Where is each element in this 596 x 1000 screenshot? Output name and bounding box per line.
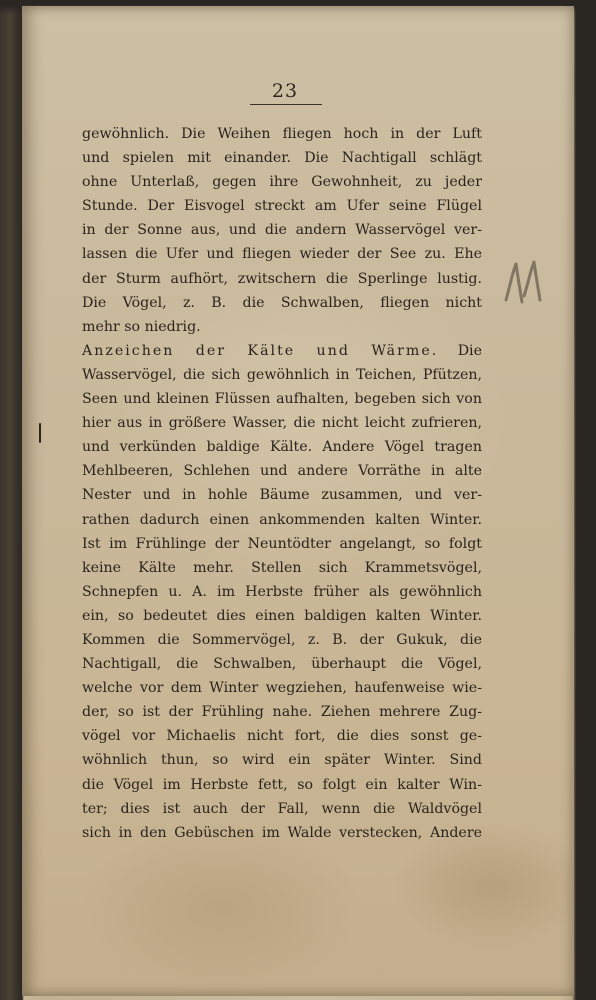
text-line: rathen dadurch einen ankommenden kalten Winter. bbox=[82, 511, 482, 528]
page-number-rule bbox=[250, 104, 322, 105]
pencil-margin-mark bbox=[500, 256, 548, 310]
text-line: Nachtigall, die Schwalben, überhaupt die Vögel, bbox=[82, 656, 482, 673]
text-line: Mehlbeeren, Schlehen und andere Vorräthe in alte bbox=[82, 463, 482, 480]
page-number: 23 bbox=[271, 80, 299, 102]
text-line: ein, so bedeutet dies einen baldigen kalten Winter. bbox=[82, 607, 482, 624]
text-line: Nester und in hohle Bäume zusammen, und ver- bbox=[82, 487, 482, 504]
text-line: Kommen die Sommervögel, z. B. der Gukuk, die bbox=[82, 631, 482, 648]
section-heading: Anzeichen der Kälte und Wärme. bbox=[82, 342, 439, 359]
text-line: Seen und kleinen Flüssen aufhalten, begeben sich von bbox=[82, 391, 482, 408]
book-page bbox=[22, 6, 574, 996]
text-line: Stunde. Der Eisvogel streckt am Ufer seine Flügel bbox=[82, 198, 482, 215]
section-heading-line bbox=[82, 339, 482, 363]
text-line: mehr so niedrig. bbox=[82, 318, 201, 335]
stray-ink-mark bbox=[36, 422, 44, 444]
text-line: Schnepfen u. A. im Herbste früher als gewöhnlich bbox=[82, 583, 482, 600]
text-line: Ist im Frühlinge der Neuntödter angelangt, so folgt bbox=[82, 535, 482, 552]
text-line: ter; dies ist auch der Fall, wenn die Waldvögel bbox=[82, 800, 482, 817]
heading-line-continuation: Die bbox=[457, 342, 482, 359]
text-line: die Vögel im Herbste fett, so folgt ein kalter Win- bbox=[82, 776, 482, 793]
text-line: Die Vögel, z. B. die Schwalben, fliegen nicht bbox=[82, 294, 482, 311]
text-line: der Sturm aufhört, zwitschern die Sperlinge lustig. bbox=[82, 270, 482, 287]
text-line: und spielen mit einander. Die Nachtigall schlägt bbox=[82, 150, 482, 167]
text-line: gewöhnlich. Die Weihen fliegen hoch in der Luft bbox=[82, 126, 482, 142]
text-line: vögel vor Michaelis nicht fort, die dies sonst ge- bbox=[82, 728, 482, 745]
text-line: ohne Unterlaß, gegen ihre Gewohnheit, zu jeder bbox=[82, 174, 482, 191]
text-line: und verkünden baldige Kälte. Andere Vögel tragen bbox=[82, 439, 482, 456]
text-line: wöhnlich thun, so wird ein später Winter. Sind bbox=[82, 752, 482, 769]
text-line: keine Kälte mehr. Stellen sich Krammetsvögel, bbox=[82, 559, 482, 576]
text-line: Wasservögel, die sich gewöhnlich in Teichen, Pfützen, bbox=[82, 366, 482, 383]
text-line: welche vor dem Winter wegziehen, haufenweise wie- bbox=[82, 680, 482, 697]
text-line: in der Sonne aus, und die andern Wasservögel ver- bbox=[82, 222, 482, 239]
text-line: hier aus in größere Wasser, die nicht leicht zufrieren, bbox=[82, 415, 482, 432]
text-line: der, so ist der Frühling nahe. Ziehen mehrere Zug- bbox=[82, 704, 482, 721]
text-line: lassen die Ufer und fliegen wieder der See zu. Ehe bbox=[82, 246, 482, 263]
text-line: sich in den Gebüschen im Walde verstecken, Andere bbox=[82, 824, 482, 841]
body-text bbox=[82, 122, 482, 845]
